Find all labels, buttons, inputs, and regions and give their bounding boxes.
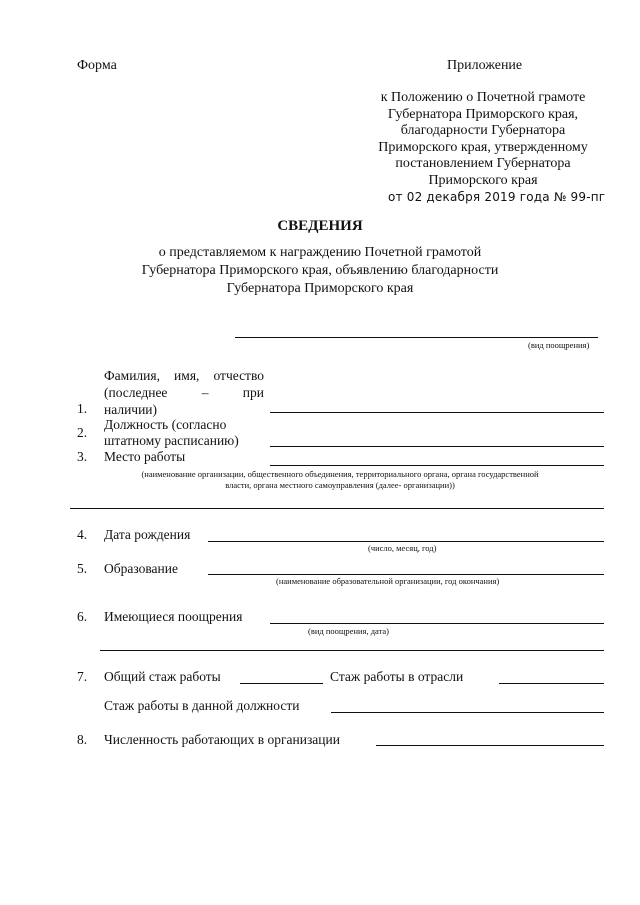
label-line: Должность (согласно	[104, 417, 227, 432]
label-line: штатному расписанию)	[104, 433, 239, 448]
field-number: 1.	[77, 401, 88, 416]
full-name-field[interactable]	[270, 412, 604, 413]
approval-stamp: от 02 декабря 2019 года № 99-пг	[388, 190, 606, 204]
appendix-line: благодарности Губернатора	[400, 123, 566, 138]
field-number: 2.	[77, 425, 88, 440]
awards-field-continued[interactable]	[100, 650, 604, 651]
appendix-line: Губернатора Приморского края,	[387, 106, 579, 122]
label-line: наличии)	[104, 402, 158, 417]
subtitle-line: о представляемом к награждению Почетной грамотой	[158, 245, 482, 260]
education-caption: (наименование образовательной организации, год окончания)	[276, 576, 500, 586]
total-experience-label: Общий стаж работы	[104, 669, 221, 684]
appendix-reference	[368, 90, 598, 189]
caption-line: власти, органа местного самоуправления (далее- организации))	[225, 480, 455, 490]
birth-date-label: Дата рождения	[104, 527, 191, 542]
full-name-label	[104, 368, 264, 418]
education-field[interactable]	[208, 574, 604, 575]
appendix-line: Приморского края	[428, 172, 538, 188]
appendix-line: Приморского края, утвержденному	[378, 139, 588, 155]
subtitle-line: Губернатора Приморского края	[226, 281, 414, 296]
subtitle-line: Губернатора Приморского края, объявлению благодарности	[141, 263, 499, 278]
caption-line: (наименование организации, общественного объединения, территориального органа, органа государственной	[141, 469, 539, 479]
birth-date-caption: (число, месяц, год)	[368, 543, 437, 553]
position-label	[104, 417, 239, 449]
workplace-field[interactable]	[270, 465, 604, 466]
field-number: 6.	[77, 609, 88, 624]
staff-count-label: Численность работающих в организации	[104, 732, 340, 747]
field-number: 4.	[77, 527, 88, 542]
total-experience-field[interactable]	[240, 683, 323, 684]
workplace-label: Место работы	[104, 449, 186, 464]
industry-experience-field[interactable]	[499, 683, 604, 684]
workplace-caption	[70, 469, 610, 491]
birth-date-field[interactable]	[208, 541, 604, 542]
field-number: 3.	[77, 449, 88, 464]
awards-caption: (вид поощрения, дата)	[308, 626, 390, 636]
industry-experience-label: Стаж работы в отрасли	[330, 669, 464, 684]
field-number: 5.	[77, 561, 88, 576]
appendix-title: Приложение	[447, 58, 523, 73]
label-line: (последнее – при	[104, 385, 264, 400]
awards-label: Имеющиеся поощрения	[104, 609, 243, 624]
staff-count-field[interactable]	[376, 745, 604, 746]
awards-field[interactable]	[270, 623, 604, 624]
field-number: 8.	[77, 732, 88, 747]
appendix-line: постановлением Губернатора	[395, 156, 571, 171]
appendix-line: к Положению о Почетной грамоте	[380, 90, 586, 105]
position-experience-field[interactable]	[331, 712, 604, 713]
award-type-field[interactable]	[235, 337, 598, 338]
form-label: Форма	[77, 58, 117, 73]
label-line: Фамилия, имя, отчество	[104, 368, 264, 383]
position-field[interactable]	[270, 446, 604, 447]
award-type-caption: (вид поощрения)	[528, 340, 590, 350]
document-title: СВЕДЕНИЯ	[277, 218, 363, 234]
field-number: 7.	[77, 669, 88, 684]
workplace-field-continued[interactable]	[70, 508, 604, 509]
position-experience-label: Стаж работы в данной должности	[104, 698, 300, 713]
document-subtitle	[0, 244, 640, 298]
education-label: Образование	[104, 561, 178, 576]
